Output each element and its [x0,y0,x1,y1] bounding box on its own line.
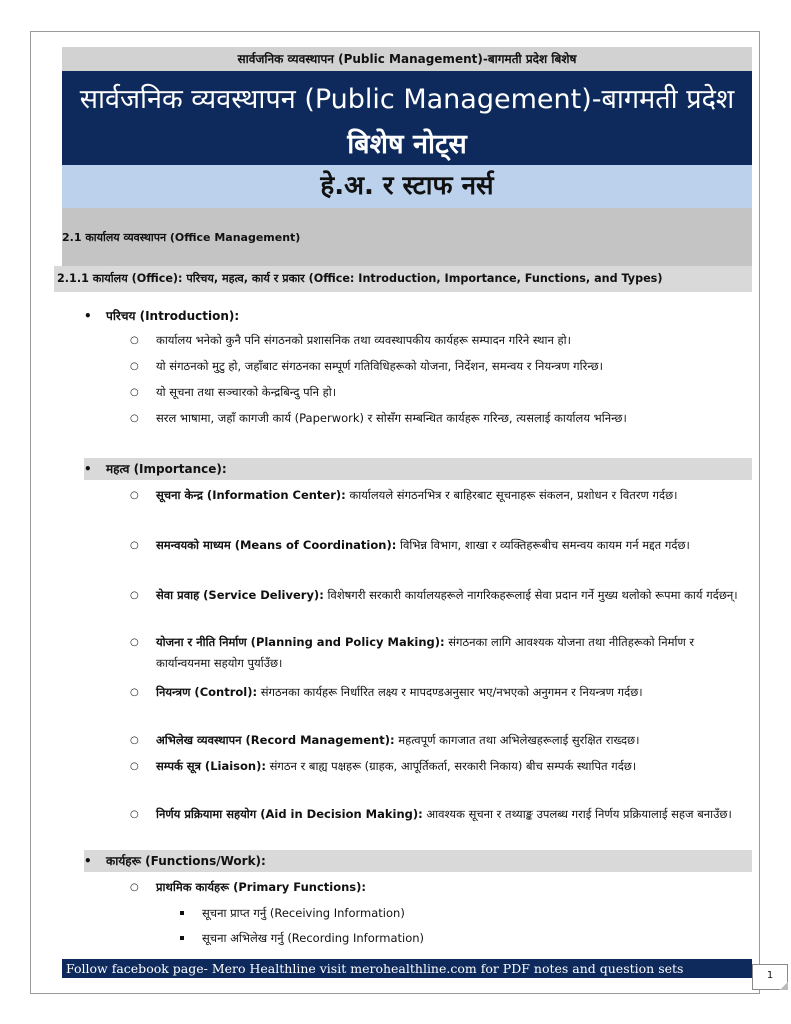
title-line-1: सार्वजनिक व्यवस्थापन (Public Management)-बागमती प्रदेश [79,84,735,115]
list-item-text: सूचना अभिलेख गर्नु (Recording Information) [202,931,425,945]
section-heading [62,208,752,266]
item-term: अभिलेख व्यवस्थापन (Record Management): [156,733,395,747]
page-number: 1 [752,964,788,990]
circle-bullet-icon: ○ [130,387,139,398]
list-item [130,408,740,429]
circle-bullet-icon: ○ [130,761,139,772]
item-description: संगठनका कार्यहरू निर्धारित लक्ष्य र मापदण्डअनुसार भए/नभएको अनुगमन र नियन्त्रण गर्दछ। [260,685,643,699]
title-line-2: बिशेष नोट्स [347,129,467,160]
document-subtitle: हे.अ. र स्टाफ नर्स [62,165,752,208]
list-item-text: सूचना प्राप्त गर्नु (Receiving Information) [202,906,405,920]
list-item [180,903,720,923]
circle-bullet-icon: ○ [130,335,139,346]
list-item [130,756,740,777]
circle-bullet-icon: ○ [130,809,139,820]
item-term: सम्पर्क सूत्र (Liaison): [156,759,266,773]
circle-bullet-icon: ○ [130,590,139,601]
item-description: कार्यालयले संगठनभित्र र बाहिरबाट सूचनाहरू संकलन, प्रशोधन र वितरण गर्दछ। [349,488,678,502]
list-item [130,330,740,351]
list-item [130,382,740,403]
item-term: निर्णय प्रक्रियामा सहयोग (Aid in Decision Making): [156,807,423,821]
bullet-dot: • [84,462,92,476]
list-item [130,485,740,506]
introduction-heading-text: परिचय (Introduction): [106,309,240,323]
circle-bullet-icon: ○ [130,361,139,372]
square-bullet-icon [180,936,184,940]
item-term: समन्वयको माध्यम (Means of Coordination): [156,538,397,552]
introduction-heading [84,305,752,327]
list-item-text: सरल भाषामा, जहाँ कागजी कार्य (Paperwork) र सोसँग सम्बन्धित कार्यहरू गरिन्छ, त्यसलाई कार्यालय भनिन्छ। [156,411,627,425]
list-item-text: यो सूचना तथा सञ्चारको केन्द्रबिन्दु पनि हो। [156,385,337,399]
item-term: सूचना केन्द्र (Information Center): [156,488,346,502]
list-item [130,632,740,674]
importance-heading [84,458,752,480]
functions-heading-text: कार्यहरू (Functions/Work): [106,854,266,868]
functions-heading [84,850,752,872]
square-bullet-icon [180,911,184,915]
circle-bullet-icon: ○ [130,735,139,746]
item-term: योजना र नीति निर्माण (Planning and Policy Making): [156,635,445,649]
document-title [62,71,752,165]
subsection-heading: 2.1.1 कार्यालय (Office): परिचय, महत्व, कार्य र प्रकार (Office: Introduction, Importance, Functions, and Types) [54,266,752,292]
item-term: नियन्त्रण (Control): [156,685,258,699]
list-item [130,585,740,606]
item-description: महत्वपूर्ण कागजात तथा अभिलेखहरूलाई सुरक्षित राख्दछ। [398,733,640,747]
importance-heading-text: महत्व (Importance): [106,462,227,476]
item-description: विभिन्न विभाग, शाखा र व्यक्तिहरूबीच समन्वय कायम गर्न मद्दत गर्दछ। [399,538,690,552]
circle-bullet-icon: ○ [130,413,139,424]
item-description: विशेषगरी सरकारी कार्यालयहरूले नागरिकहरूलाई सेवा प्रदान गर्ने मुख्य थलोको रूपमा कार्य गर्दछन्। [327,588,738,602]
list-item [130,804,740,825]
list-item [180,928,720,948]
list-item [130,535,740,556]
item-term: सेवा प्रवाह (Service Delivery): [156,588,324,602]
section-title: 2.1 कार्यालय व्यवस्थापन (Office Management) [62,231,301,244]
item-description: संगठन र बाह्य पक्षहरू (ग्राहक, आपूर्तिकर्ता, सरकारी निकाय) बीच सम्पर्क स्थापित गर्दछ। [269,759,637,773]
item-description: आवश्यक सूचना र तथ्याङ्क उपलब्ध गराई निर्णय प्रक्रियालाई सहज बनाउँछ। [426,807,732,821]
list-item-text: कार्यालय भनेको कुनै पनि संगठनको प्रशासनिक तथा व्यवस्थापकीय कार्यहरू सम्पादन गरिने स्थान हो। [156,333,571,347]
footer-bar: Follow facebook page- Mero Healthline visit merohealthline.com for PDF notes and question sets [62,959,752,978]
list-item [130,682,740,703]
circle-bullet-icon: ○ [130,540,139,551]
circle-bullet-icon: ○ [130,882,139,893]
bullet-dot: • [84,854,92,868]
list-item-text: यो संगठनको मुटु हो, जहाँबाट संगठनका सम्पूर्ण गतिविधिहरूको योजना, निर्देशन, समन्वय र नियन्त्रण गरिन्छ। [156,359,604,373]
list-item [130,730,740,751]
circle-bullet-icon: ○ [130,687,139,698]
list-item [130,877,740,898]
primary-functions-heading: प्राथमिक कार्यहरू (Primary Functions): [156,880,366,894]
circle-bullet-icon: ○ [130,490,139,501]
list-item [130,356,740,377]
circle-bullet-icon: ○ [130,637,139,648]
item-description: संगठनका लागि आवश्यक योजना तथा नीतिहरूको निर्माण र कार्यान्वयनमा सहयोग पुर्याउँछ। [156,635,695,670]
bullet-dot: • [84,309,92,323]
running-header: सार्वजनिक व्यवस्थापन (Public Management)-बागमती प्रदेश बिशेष [62,47,752,71]
